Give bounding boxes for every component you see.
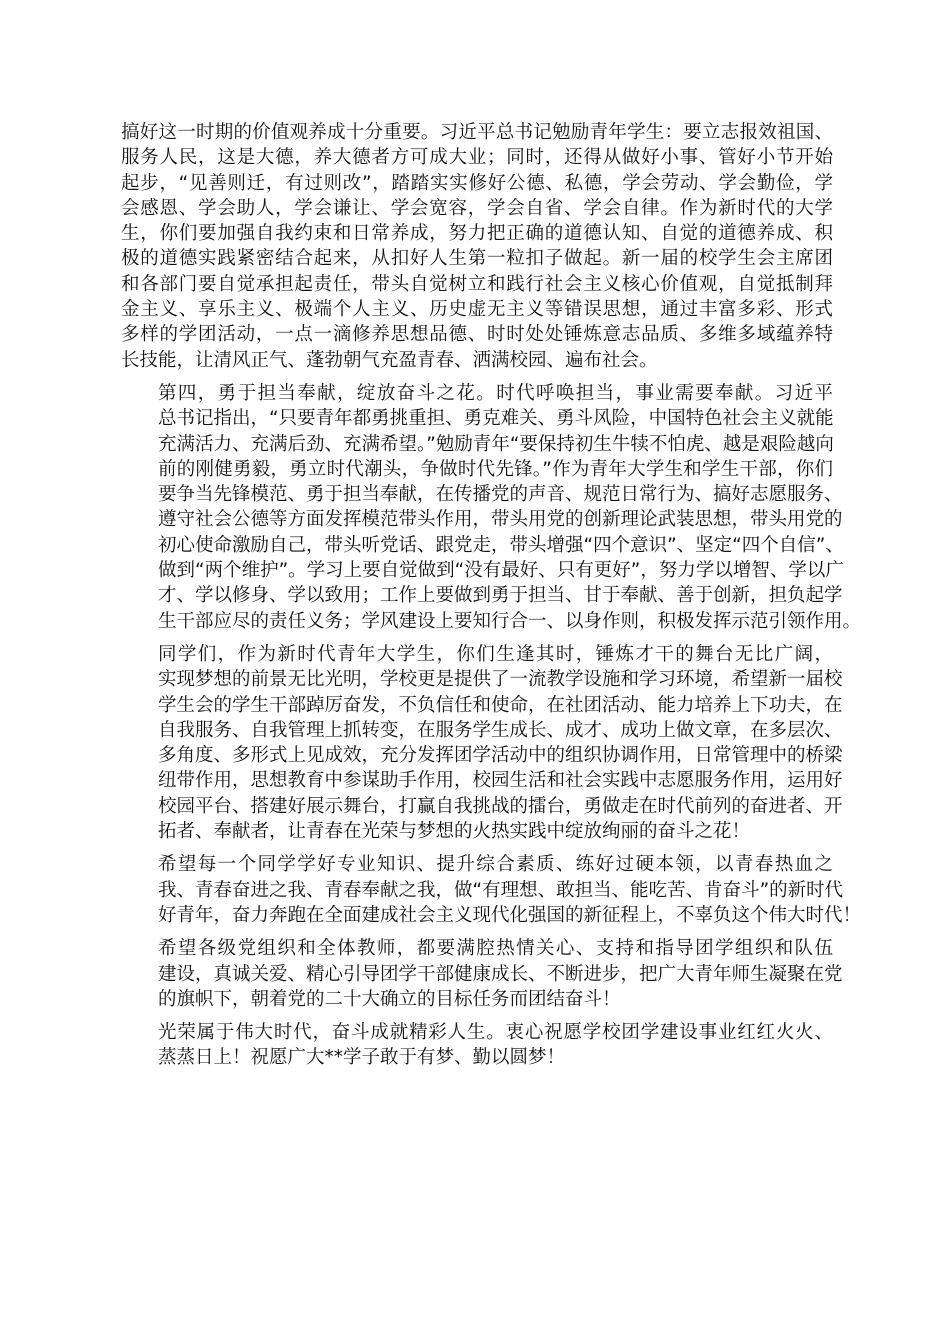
- text-line: 蒸蒸日上！祝愿广大**学子敢于有梦、勤以圆梦！: [158, 1047, 566, 1069]
- text-line: 才、学以修身、学以致用；工作上要做到勇于担当、甘于奉献、善于创新，担负起学: [158, 585, 843, 607]
- document-body: [121, 120, 862, 1079]
- text-line: 初心使命激励自己，带头听党话、跟党走，带头增强“四个意识”、坚定“四个自信”、: [158, 534, 844, 556]
- text-line: 总书记指出，“只要青年都勇挑重担、勇克难关、勇斗风险，中国特色社会主义就能: [158, 408, 834, 430]
- text-line: 校园平台、搭建好展示舞台，打赢自我挑战的擂台，勇做走在时代前列的奋进者、开: [158, 795, 843, 817]
- text-line: 做到“两个维护”。学习上要自觉做到“没有最好、只有更好”，努力学以增智、学以广: [158, 560, 844, 582]
- text-line: 生，你们要加强自我约束和日常养成，努力把正确的道德认知、自觉的道德养成、积: [121, 223, 833, 245]
- text-line: 好青年，奋力奔跑在全面建成社会主义现代化强国的新征程上，不辜负这个伟大时代！: [158, 904, 862, 926]
- paragraph-hope-students: [121, 852, 862, 928]
- text-line: 实现梦想的前景无比光明，学校更是提供了一流教学设施和学习环境，希望新一届校: [158, 669, 843, 691]
- text-line: 多样的学团活动，一点一滴修养思想品德、时时处处锤炼意志品质、多维多域蕴养特: [121, 324, 833, 346]
- text-line: 前的刚健勇毅，勇立时代潮头，争做时代先锋。”作为青年大学生和学生干部，你们: [158, 458, 833, 480]
- text-line: 长技能，让清风正气、蓬勃朝气充盈青春、洒满校园、遍布社会。: [121, 349, 658, 371]
- text-line: 金主义、享乐主义、极端个人主义、历史虚无主义等错误思想，通过丰富多彩、形式: [121, 299, 833, 321]
- text-line: 极的道德实践紧密结合起来，从扣好人生第一粒扣子做起。新一届的校学生会主席团: [121, 248, 833, 270]
- paragraph-fourth-point: [121, 381, 862, 634]
- text-line: 搞好这一时期的价值观养成十分重要。习近平总书记勉励青年学生：要立志报效祖国、: [121, 122, 833, 143]
- text-line: 拓者、奉献者，让青春在光荣与梦想的火热实践中绽放绚丽的奋斗之花！: [158, 821, 751, 843]
- text-line: 希望每一个同学学好专业知识、提升综合素质、练好过硬本领，以青春热血之: [158, 854, 833, 876]
- text-line: 纽带作用，思想教育中参谋助手作用，校园生活和社会实践中志愿服务作用，运用好: [158, 770, 843, 792]
- text-line: 服务人民，这是大德，养大德者方可成大业；同时，还得从做好小事、管好小节开始: [121, 147, 833, 169]
- text-line: 和各部门要自觉承担起责任，带头自觉树立和践行社会主义核心价值观，自觉抵制拜: [121, 273, 833, 295]
- text-line: 充满活力、充满后劲、充满希望。”勉励青年“要保持初生牛犊不怕虎、越是艰险越向: [158, 433, 834, 455]
- text-line: 会感恩、学会助人，学会谦让、学会宽容，学会自省、学会自律。作为新时代的大学: [121, 197, 833, 219]
- text-line: 要争当先锋模范、勇于担当奉献，在传播党的声音、规范日常行为、搞好志愿服务、: [158, 484, 843, 506]
- text-line: 同学们，作为新时代青年大学生，你们生逢其时，锤炼才干的舞台无比广阔，: [158, 643, 833, 665]
- text-line: 建设，真诚关爱、精心引导团学干部健康成长、不断进步，把广大青年师生凝聚在党: [158, 963, 843, 985]
- text-line: 的旗帜下，朝着党的二十大确立的目标任务而团结奋斗！: [158, 988, 621, 1010]
- text-line: 学生会的学生干部踔厉奋发，不负信任和使命，在社团活动、能力培养上下功夫，在: [158, 694, 843, 716]
- text-line: 遵守社会公德等方面发挥模范带头作用，带头用党的创新理论武装思想，带头用党的: [158, 509, 843, 531]
- paragraph-values-cultivation: [121, 120, 833, 373]
- text-line: 起步，“见善则迁，有过则改”，踏踏实实修好公德、私德，学会劳动、学会勤俭，学: [121, 172, 833, 194]
- text-line: 生干部应尽的责任义务；学风建设上要知行合一、以身作则，积极发挥示范引领作用。: [158, 610, 862, 632]
- text-line: 自我服务、自我管理上抓转变，在服务学生成长、成才、成功上做文章，在多层次、: [158, 719, 843, 741]
- text-line: 我、青春奋进之我、青春奉献之我，做“有理想、敢担当、能吃苦、肯奋斗”的新时代: [158, 879, 844, 901]
- text-line: 多角度、多形式上见成效，充分发挥团学活动中的组织协调作用，日常管理中的桥梁: [158, 745, 843, 767]
- paragraph-closing: [121, 1020, 833, 1071]
- text-line: 第四，勇于担当奉献，绽放奋斗之花。时代呼唤担当，事业需要奉献。习近平: [158, 382, 833, 404]
- paragraph-students: [121, 642, 843, 844]
- paragraph-hope-teachers: [121, 936, 843, 1012]
- text-line: 希望各级党组织和全体教师，都要满腔热情关心、支持和指导团学组织和队伍: [158, 938, 833, 960]
- text-line: 光荣属于伟大时代，奋斗成就精彩人生。衷心祝愿学校团学建设事业红红火火、: [158, 1022, 833, 1044]
